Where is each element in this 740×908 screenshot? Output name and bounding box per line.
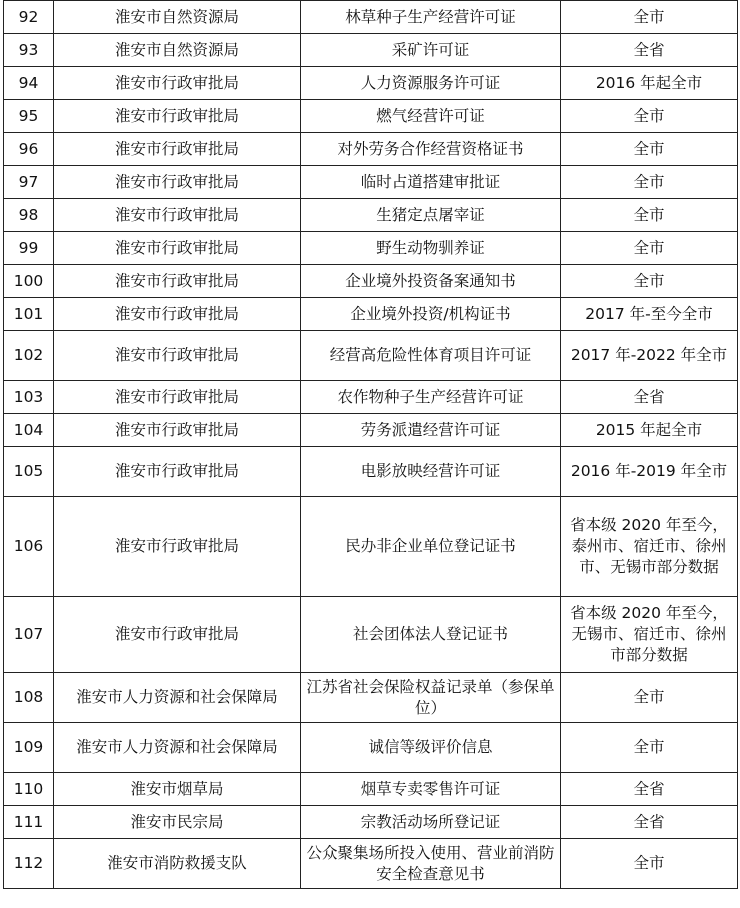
row-number: 92 [4, 1, 54, 34]
table-row [4, 806, 738, 839]
certificate-name-cell: 电影放映经营许可证 [301, 447, 561, 497]
certificate-name-cell: 经营高危险性体育项目许可证 [301, 331, 561, 381]
certificate-name-cell: 生猪定点屠宰证 [301, 199, 561, 232]
agency-cell: 淮安市行政审批局 [54, 414, 301, 447]
scope-cell: 全省 [561, 806, 738, 839]
row-number: 103 [4, 381, 54, 414]
agency-cell: 淮安市行政审批局 [54, 232, 301, 265]
certificate-name-cell: 劳务派遣经营许可证 [301, 414, 561, 447]
table-row [4, 265, 738, 298]
scope-cell: 全市 [561, 1, 738, 34]
table-row [4, 232, 738, 265]
table-row [4, 381, 738, 414]
scope-cell: 2017 年-2022 年全市 [561, 331, 738, 381]
certificate-name-cell: 诚信等级评价信息 [301, 723, 561, 773]
agency-cell: 淮安市消防救援支队 [54, 839, 301, 889]
scope-cell: 全市 [561, 166, 738, 199]
row-number: 102 [4, 331, 54, 381]
row-number: 107 [4, 597, 54, 673]
row-number: 104 [4, 414, 54, 447]
scope-cell: 2017 年-至今全市 [561, 298, 738, 331]
agency-cell: 淮安市自然资源局 [54, 1, 301, 34]
scope-cell: 全市 [561, 232, 738, 265]
agency-cell: 淮安市行政审批局 [54, 597, 301, 673]
certificate-name-cell: 社会团体法人登记证书 [301, 597, 561, 673]
certificate-name-cell: 对外劳务合作经营资格证书 [301, 133, 561, 166]
agency-cell: 淮安市自然资源局 [54, 34, 301, 67]
certificate-name-cell: 野生动物驯养证 [301, 232, 561, 265]
scope-cell: 省本级 2020 年至今，泰州市、宿迁市、徐州市、无锡市部分数据 [561, 497, 738, 597]
certificate-name-cell: 烟草专卖零售许可证 [301, 773, 561, 806]
scope-cell: 全市 [561, 839, 738, 889]
table-row [4, 34, 738, 67]
certificate-name-cell: 江苏省社会保险权益记录单（参保单位） [301, 673, 561, 723]
scope-cell: 全市 [561, 265, 738, 298]
table-row [4, 199, 738, 232]
agency-cell: 淮安市行政审批局 [54, 67, 301, 100]
table-row [4, 447, 738, 497]
scope-cell: 全省 [561, 773, 738, 806]
agency-cell: 淮安市民宗局 [54, 806, 301, 839]
row-number: 101 [4, 298, 54, 331]
certificate-name-cell: 采矿许可证 [301, 34, 561, 67]
agency-cell: 淮安市行政审批局 [54, 497, 301, 597]
agency-cell: 淮安市行政审批局 [54, 447, 301, 497]
certificate-name-cell: 人力资源服务许可证 [301, 67, 561, 100]
agency-cell: 淮安市人力资源和社会保障局 [54, 673, 301, 723]
table-row [4, 497, 738, 597]
agency-cell: 淮安市行政审批局 [54, 381, 301, 414]
agency-cell: 淮安市行政审批局 [54, 265, 301, 298]
scope-cell: 全市 [561, 199, 738, 232]
certificate-name-cell: 宗教活动场所登记证 [301, 806, 561, 839]
row-number: 112 [4, 839, 54, 889]
agency-cell: 淮安市行政审批局 [54, 298, 301, 331]
table-row [4, 100, 738, 133]
certificate-name-cell: 林草种子生产经营许可证 [301, 1, 561, 34]
scope-cell: 2015 年起全市 [561, 414, 738, 447]
table-row [4, 773, 738, 806]
table-row [4, 839, 738, 889]
row-number: 109 [4, 723, 54, 773]
certificate-name-cell: 燃气经营许可证 [301, 100, 561, 133]
row-number: 110 [4, 773, 54, 806]
row-number: 95 [4, 100, 54, 133]
scope-cell: 全市 [561, 100, 738, 133]
scope-cell: 全市 [561, 673, 738, 723]
scope-cell: 全省 [561, 381, 738, 414]
row-number: 100 [4, 265, 54, 298]
table-row [4, 331, 738, 381]
certificate-name-cell: 企业境外投资备案通知书 [301, 265, 561, 298]
row-number: 111 [4, 806, 54, 839]
certificate-name-cell: 民办非企业单位登记证书 [301, 497, 561, 597]
scope-cell: 2016 年-2019 年全市 [561, 447, 738, 497]
row-number: 106 [4, 497, 54, 597]
certificate-name-cell: 企业境外投资/机构证书 [301, 298, 561, 331]
agency-cell: 淮安市行政审批局 [54, 100, 301, 133]
agency-cell: 淮安市行政审批局 [54, 331, 301, 381]
table-row [4, 673, 738, 723]
certificate-name-cell: 公众聚集场所投入使用、营业前消防安全检查意见书 [301, 839, 561, 889]
scope-cell: 全市 [561, 133, 738, 166]
table-row [4, 67, 738, 100]
scope-cell: 2016 年起全市 [561, 67, 738, 100]
row-number: 96 [4, 133, 54, 166]
certificate-name-cell: 农作物种子生产经营许可证 [301, 381, 561, 414]
table-row [4, 723, 738, 773]
row-number: 99 [4, 232, 54, 265]
agency-cell: 淮安市行政审批局 [54, 133, 301, 166]
table-row [4, 597, 738, 673]
table-row [4, 1, 738, 34]
table-row [4, 166, 738, 199]
table-row [4, 414, 738, 447]
license-table [3, 0, 738, 889]
agency-cell: 淮安市行政审批局 [54, 166, 301, 199]
agency-cell: 淮安市人力资源和社会保障局 [54, 723, 301, 773]
scope-cell: 全市 [561, 723, 738, 773]
row-number: 98 [4, 199, 54, 232]
row-number: 105 [4, 447, 54, 497]
row-number: 94 [4, 67, 54, 100]
table-row [4, 133, 738, 166]
certificate-name-cell: 临时占道搭建审批证 [301, 166, 561, 199]
scope-cell: 省本级 2020 年至今，无锡市、宿迁市、徐州市部分数据 [561, 597, 738, 673]
row-number: 108 [4, 673, 54, 723]
agency-cell: 淮安市行政审批局 [54, 199, 301, 232]
scope-cell: 全省 [561, 34, 738, 67]
row-number: 97 [4, 166, 54, 199]
row-number: 93 [4, 34, 54, 67]
table-row [4, 298, 738, 331]
agency-cell: 淮安市烟草局 [54, 773, 301, 806]
